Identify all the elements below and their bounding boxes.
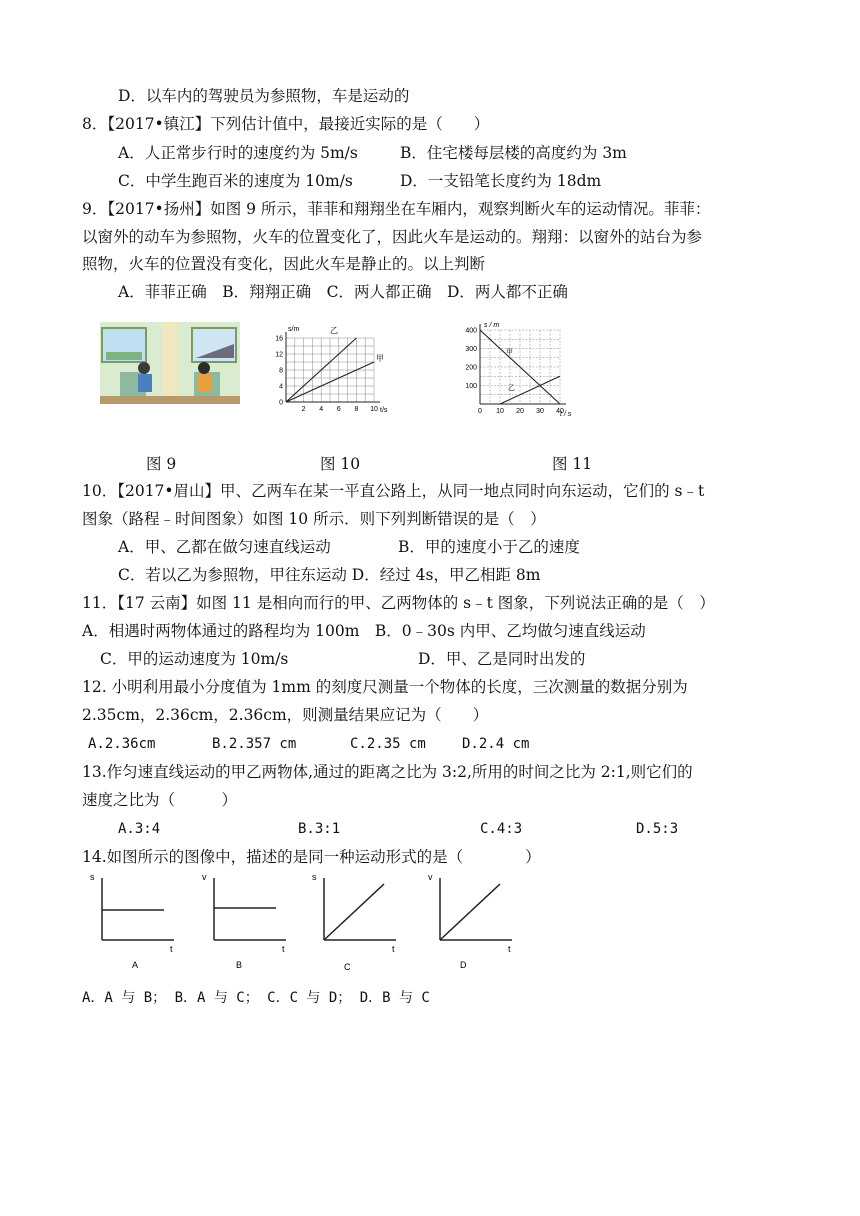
- fig10-xtick-label: 4: [319, 406, 324, 413]
- q8-option-a: A．人正常步行时的速度约为 5m/s: [118, 144, 358, 162]
- q9-stem-line1: 9．【2017•扬州】如图 9 所示，菲菲和翔翔坐在车厢内，观察判断火车的运动情况。菲菲：: [82, 200, 711, 218]
- q14-graph-a-ylabel: s: [90, 872, 95, 882]
- q11-option-ab: A．相遇时两物体通过的路程均为 100m B．0﹣30s 内甲、乙均做匀速直线运动: [82, 622, 646, 640]
- fig11-xtick-label: 0: [478, 408, 482, 415]
- fig10-xtick-label: 6: [336, 406, 341, 413]
- fig11-xtick-label: 40: [556, 408, 564, 415]
- fig9-caption: 图 9: [146, 455, 177, 473]
- q10-stem-line1: 10．【2017•眉山】甲、乙两车在某一平直公路上，从同一地点同时向东运动，它们的 s﹣t: [82, 482, 705, 500]
- q11-stem: 11．【17 云南】如图 11 是相向而行的甲、乙两物体的 s﹣t 图象，下列说法正确的是（ ）: [82, 594, 715, 612]
- q14-graph-b-ylabel: v: [202, 872, 207, 882]
- fig10-xtick-label: 10: [370, 406, 378, 413]
- q12-option-a: A.2.36cm: [88, 736, 156, 752]
- fig11-xtick-label: 20: [516, 408, 524, 415]
- q14-graph-b-xlabel: t: [282, 944, 285, 954]
- q13-option-d: D.5:3: [636, 821, 679, 837]
- q13-stem-line1: 13.作匀速直线运动的甲乙两物体,通过的距离之比为 3:2,所用的时间之比为 2:1,则它们的: [82, 763, 693, 781]
- fig11-series-label-yi: 乙: [508, 385, 515, 392]
- fig11-caption: 图 11: [552, 455, 593, 473]
- q12-option-c: C.2.35 cm: [350, 736, 426, 752]
- fig11-ytick-label: 400: [465, 327, 477, 335]
- q10-option-a: A．甲、乙都在做匀速直线运动: [118, 538, 331, 556]
- q11-option-c: C．甲的运动速度为 10m/s: [100, 650, 289, 668]
- q8-option-b: B．住宅楼每层楼的高度约为 3m: [400, 144, 627, 162]
- fig11-chart: [456, 318, 586, 420]
- q13-option-c: C.4:3: [480, 821, 523, 837]
- q14-graph-a-xlabel: t: [170, 944, 173, 954]
- q12-stem-line2: 2.35cm，2.36cm，2.36cm，则测量结果应记为（ ）: [82, 706, 489, 724]
- fig10-caption: 图 10: [320, 455, 361, 473]
- q8-stem: 8．【2017•镇江】下列估计值中，最接近实际的是（ ）: [82, 115, 490, 133]
- q14-graph-c: [306, 868, 402, 978]
- fig10-ytick-label: 0: [279, 399, 283, 407]
- q12-stem-line1: 12. 小明利用最小分度值为 1mm 的刻度尺测量一个物体的长度，三次测量的数据分别为: [82, 678, 688, 696]
- q8-option-d: D．一支铅笔长度约为 18dm: [400, 172, 602, 190]
- q14-graph-d-caption: D: [460, 960, 467, 970]
- fig10-ytick-label: 12: [275, 351, 283, 359]
- q14-graph-b-caption: B: [236, 960, 243, 970]
- fig11-xtick-label: 10: [496, 408, 504, 415]
- q12-option-d: D.2.4 cm: [462, 736, 530, 752]
- fig11-xlabel: t / s: [560, 411, 572, 418]
- q7-option-d: D．以车内的驾驶员为参照物，车是运动的: [118, 87, 410, 105]
- q14-graph-b: [196, 868, 292, 978]
- q9-options: A．菲菲正确 B．翔翔正确 C．两人都正确 D．两人都不正确: [118, 283, 568, 301]
- fig10-ylabel: s/m: [288, 326, 300, 333]
- q10-option-cd: C．若以乙为参照物，甲往东运动 D．经过 4s，甲乙相距 8m: [118, 566, 541, 584]
- q14-graph-a: [84, 868, 180, 978]
- q10-option-b: B．甲的速度小于乙的速度: [398, 538, 580, 556]
- q11-option-d: D．甲、乙是同时出发的: [418, 650, 586, 668]
- q14-graph-d: [420, 868, 520, 978]
- fig10-xlabel: t/s: [380, 407, 388, 414]
- fig11-series-label-jia: 甲: [506, 349, 513, 356]
- fig10-ytick-label: 16: [275, 335, 283, 343]
- q13-option-a: A.3:4: [118, 821, 161, 837]
- fig10-xtick-label: 2: [301, 406, 306, 413]
- q9-stem-line2: 以窗外的动车为参照物，火车的位置变化了，因此火车是运动的。翔翔：以窗外的站台为参: [82, 228, 703, 246]
- fig10-series-label-jia: 甲: [376, 354, 384, 363]
- q14-stem: 14.如图所示的图像中，描述的是同一种运动形式的是（ ）: [82, 848, 541, 866]
- fig10-ytick-label: 4: [279, 383, 283, 391]
- q13-stem-line2: 速度之比为（ ）: [82, 791, 238, 809]
- q14-answers: A．A 与 B； B．A 与 C； C．C 与 D； D．B 与 C: [82, 990, 430, 1006]
- q13-option-b: B.3:1: [298, 821, 341, 837]
- fig10-chart: [268, 320, 398, 420]
- fig10-xtick-label: 8: [354, 406, 359, 413]
- fig10-series-label-yi: 乙: [330, 326, 338, 335]
- q14-graph-d-ylabel: v: [428, 872, 433, 882]
- q14-graph-a-caption: A: [132, 960, 139, 970]
- q14-graph-c-ylabel: s: [312, 872, 317, 882]
- fig11-ytick-label: 300: [465, 346, 477, 353]
- fig11-ytick-label: 100: [465, 383, 477, 390]
- q14-graph-d-xlabel: t: [508, 944, 511, 954]
- q12-option-b: B.2.357 cm: [212, 736, 297, 752]
- q14-graph-c-xlabel: t: [392, 944, 395, 954]
- fig11-xtick-label: 30: [536, 408, 544, 415]
- q9-stem-line3: 照物，火车的位置没有变化，因此火车是静止的。以上判断: [82, 255, 486, 273]
- fig10-ytick-label: 8: [279, 367, 283, 375]
- q14-graph-c-caption: C: [344, 962, 351, 972]
- fig11-ytick-label: 200: [465, 364, 477, 372]
- fig9-illustration: [100, 322, 240, 404]
- q8-option-c: C．中学生跑百米的速度为 10m/s: [118, 172, 353, 190]
- fig11-ylabel: s / m: [484, 322, 500, 329]
- q10-stem-line2: 图象（路程﹣时间图象）如图 10 所示．则下列判断错误的是（ ）: [82, 510, 546, 528]
